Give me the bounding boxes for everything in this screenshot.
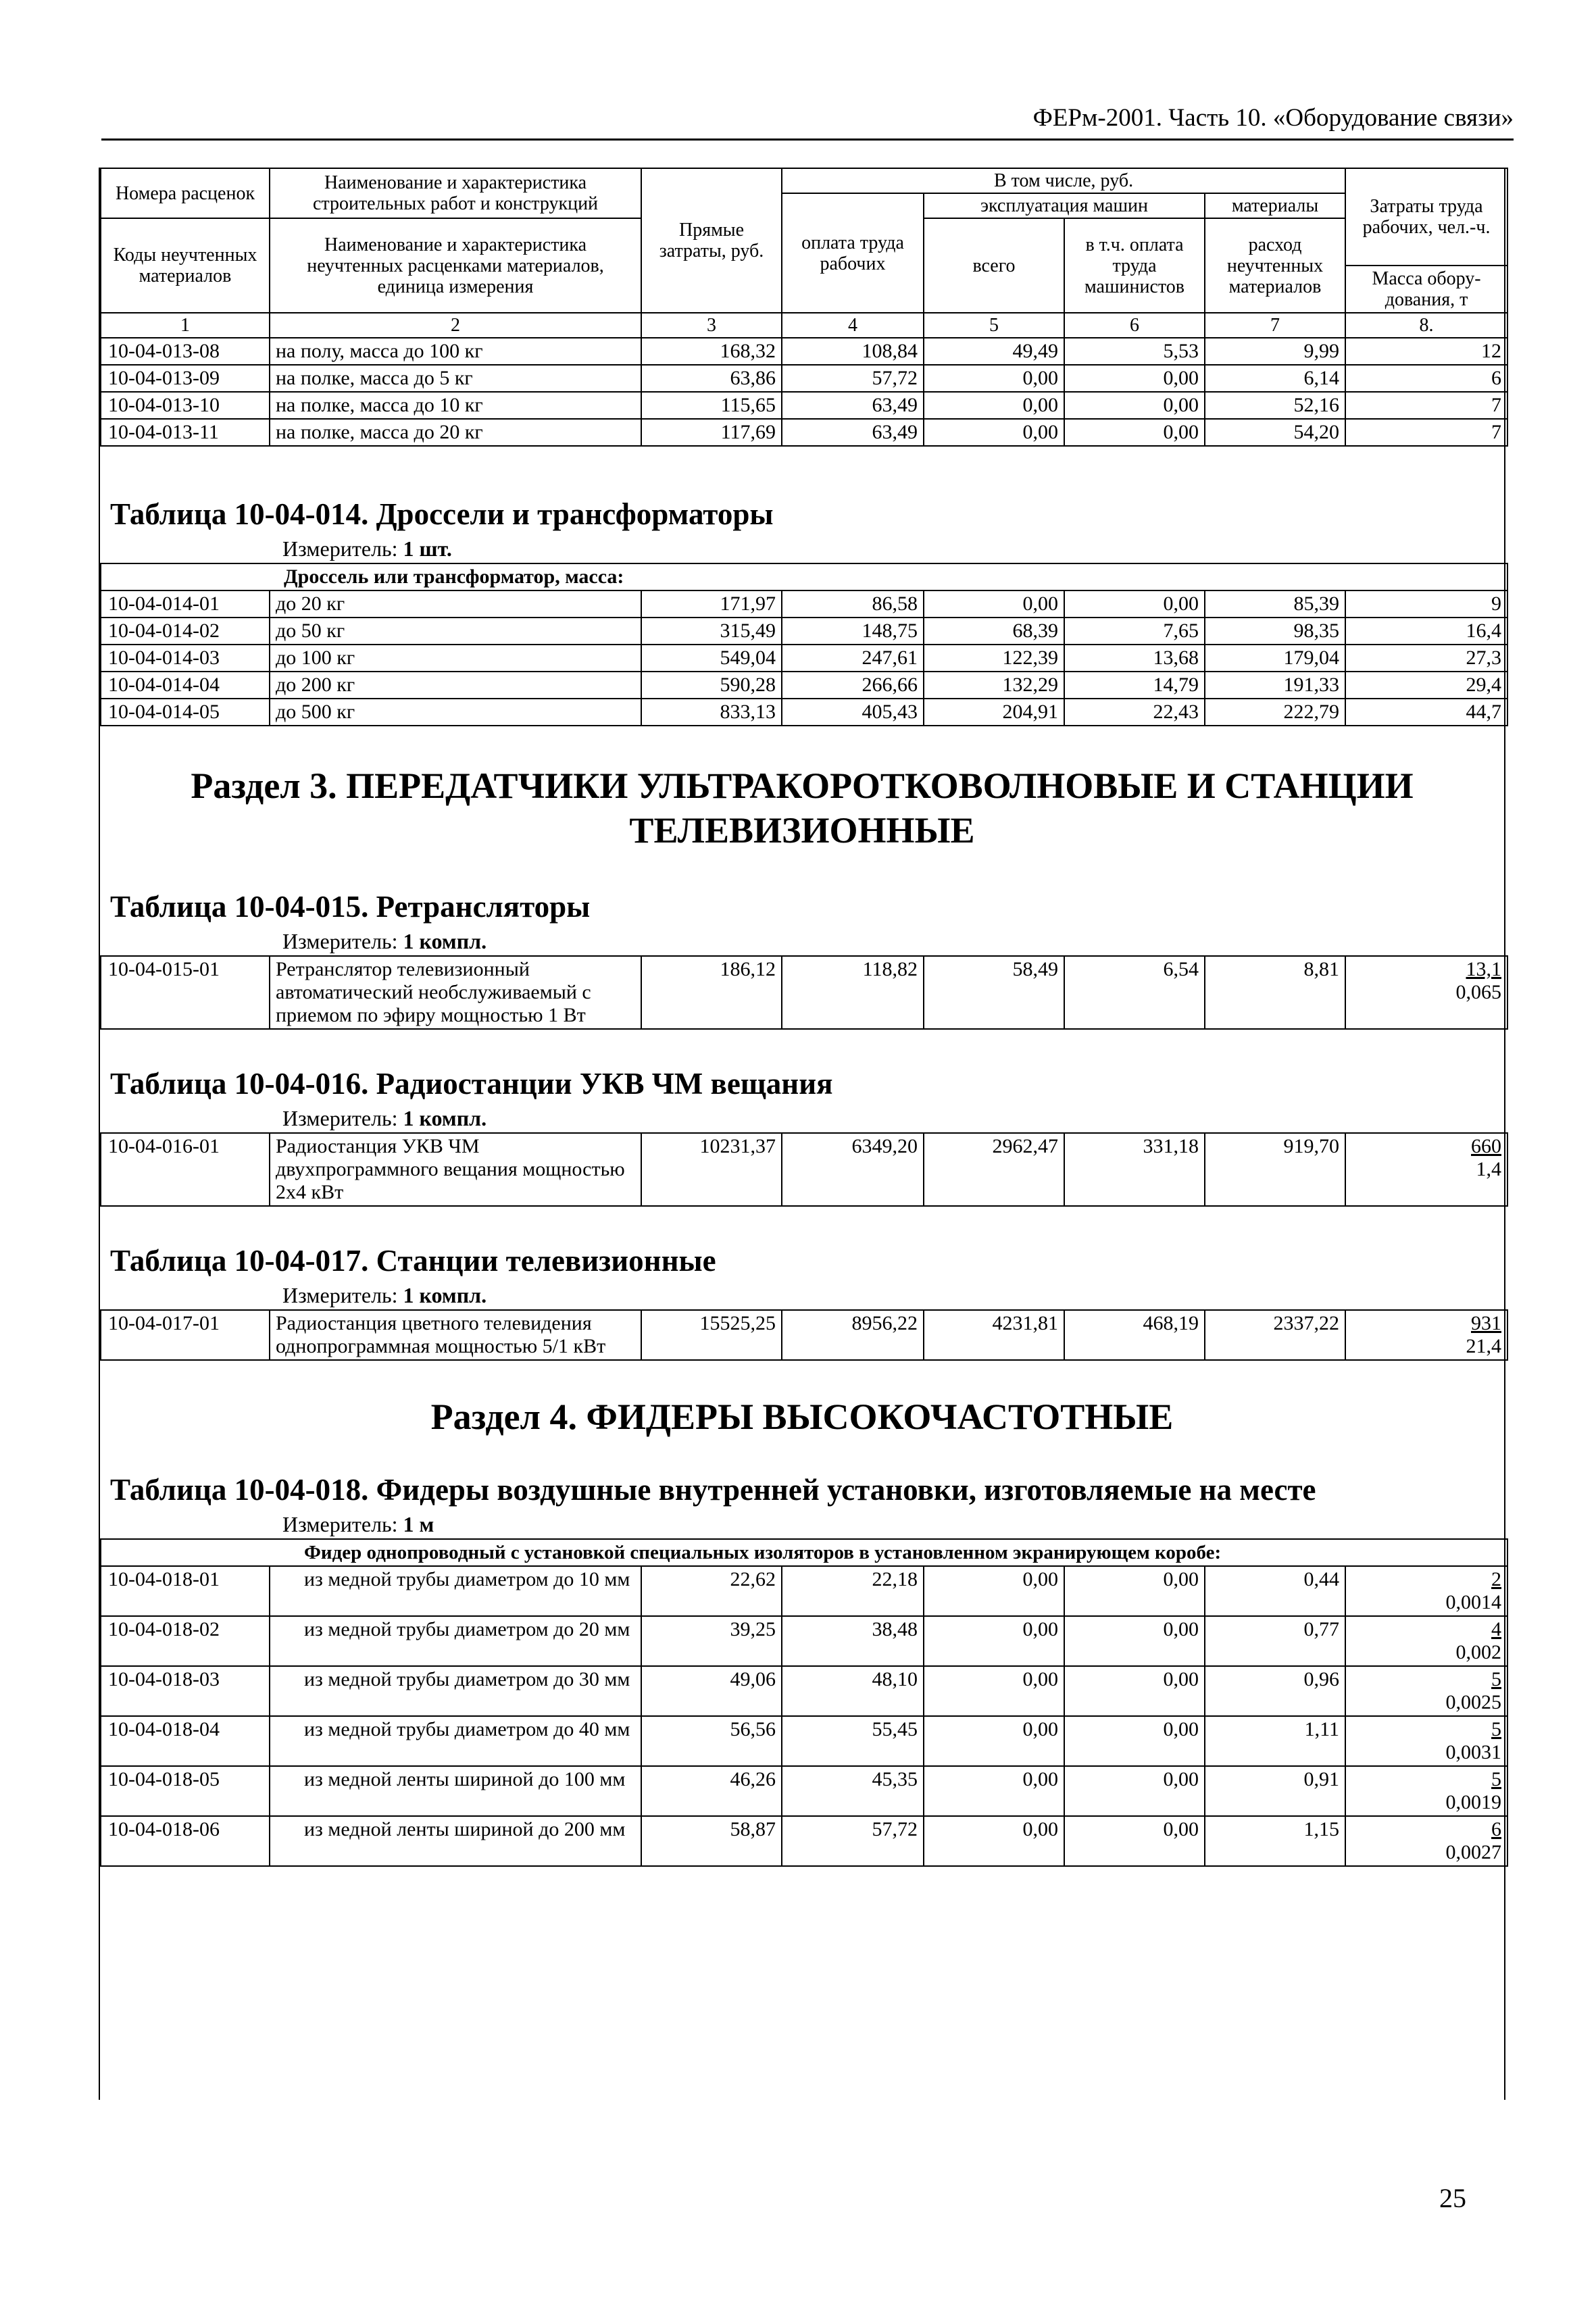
labor-hours: 5: [1491, 1718, 1502, 1740]
row-code: 10-04-018-06: [101, 1816, 270, 1866]
cell-c6: 0,00: [1064, 1816, 1205, 1866]
hdr-col3: Прямые затраты, руб.: [641, 168, 782, 313]
cell-c3: 22,62: [641, 1566, 782, 1616]
cell-c7: 919,70: [1205, 1133, 1345, 1206]
row-name: до 200 кг: [270, 672, 641, 699]
cell-c8: [1345, 1766, 1507, 1816]
row-name: из медной трубы диаметром до 20 мм: [270, 1616, 641, 1666]
cell-c7: 1,11: [1205, 1716, 1345, 1766]
hdr-num: 1: [101, 313, 270, 338]
table-row: [101, 365, 1507, 392]
table-row: [101, 618, 1507, 645]
cell-c6: 6,54: [1064, 956, 1205, 1029]
cell-c8: [1345, 1310, 1507, 1360]
cell-c3: 117,69: [641, 419, 782, 446]
hdr-col1-bottom: Коды неучтенных материалов: [101, 218, 270, 313]
row-name: до 50 кг: [270, 618, 641, 645]
hdr-col7: расход неучтенных материалов: [1205, 218, 1345, 313]
cell-c4: 63,49: [782, 392, 924, 419]
cell-c5: 2962,47: [924, 1133, 1064, 1206]
row-name: до 500 кг: [270, 699, 641, 726]
cell-c6: 5,53: [1064, 338, 1205, 365]
table-018: [100, 1538, 1508, 1867]
row-code: 10-04-013-10: [101, 392, 270, 419]
cell-c7: 0,91: [1205, 1766, 1345, 1816]
cell-c7: 0,96: [1205, 1666, 1345, 1716]
cell-c4: 8956,22: [782, 1310, 924, 1360]
cell-c6: 0,00: [1064, 1616, 1205, 1666]
cell-c7: 52,16: [1205, 392, 1345, 419]
row-code: 10-04-015-01: [101, 956, 270, 1029]
row-name: на полке, масса до 5 кг: [270, 365, 641, 392]
cell-c5: 0,00: [924, 392, 1064, 419]
row-code: 10-04-013-11: [101, 419, 270, 446]
cell-c5: 0,00: [924, 1716, 1064, 1766]
cell-c7: 8,81: [1205, 956, 1345, 1029]
cell-c5: 0,00: [924, 365, 1064, 392]
table-row: [101, 1766, 1507, 1816]
table-subhead: Фидер однопроводный с установкой специальных изоляторов в установленном экранирующем коробе:: [101, 1539, 1507, 1566]
table-title-018: Таблица 10-04-018. Фидеры воздушные внутренней установки, изготовляемые на месте: [110, 1473, 1316, 1507]
hdr-num: 4: [782, 313, 924, 338]
cell-c8: 9: [1345, 590, 1507, 618]
labor-hours: 5: [1491, 1768, 1502, 1790]
labor-hours: 13,1: [1466, 958, 1501, 980]
hdr-col6: в т.ч. оплата труда машинистов: [1064, 218, 1205, 313]
cell-c8: 6: [1345, 365, 1507, 392]
cell-c6: 0,00: [1064, 419, 1205, 446]
row-code: 10-04-014-05: [101, 699, 270, 726]
equipment-mass: 0,0027: [1445, 1841, 1502, 1863]
cell-c8: [1345, 956, 1507, 1029]
running-head: ФЕРм-2001. Часть 10. «Оборудование связи»: [101, 101, 1514, 141]
cell-c4: 57,72: [782, 365, 924, 392]
equipment-mass: 0,0014: [1445, 1591, 1502, 1613]
row-name: на полке, масса до 10 кг: [270, 392, 641, 419]
cell-c7: 54,20: [1205, 419, 1345, 446]
table-row: [101, 956, 1507, 1029]
table-row: [101, 699, 1507, 726]
cell-c8: 29,4: [1345, 672, 1507, 699]
unit-015: Измеритель: 1 компл.: [282, 929, 487, 953]
row-code: 10-04-018-04: [101, 1716, 270, 1766]
cell-c4: 22,18: [782, 1566, 924, 1616]
price-table-top: [100, 168, 1508, 447]
cell-c8: 12: [1345, 338, 1507, 365]
row-code: 10-04-014-03: [101, 645, 270, 672]
cell-c6: 331,18: [1064, 1133, 1205, 1206]
table-017: [100, 1309, 1508, 1361]
cell-c8: [1345, 1716, 1507, 1766]
cell-c5: 122,39: [924, 645, 1064, 672]
cell-c8: 7: [1345, 392, 1507, 419]
table-row: [101, 645, 1507, 672]
table-015: [100, 955, 1508, 1030]
labor-hours: 931: [1471, 1312, 1501, 1334]
page-number: 25: [1439, 2183, 1466, 2213]
cell-c4: 148,75: [782, 618, 924, 645]
cell-c4: 48,10: [782, 1666, 924, 1716]
table-row: [101, 1666, 1507, 1716]
hdr-col1-top: Номера расценок: [101, 168, 270, 218]
row-code: 10-04-013-08: [101, 338, 270, 365]
cell-c6: 14,79: [1064, 672, 1205, 699]
row-name: на полу, масса до 100 кг: [270, 338, 641, 365]
hdr-col2-top: Наименование и характеристика строительных работ и конструкций: [270, 168, 641, 218]
cell-c8: 7: [1345, 419, 1507, 446]
row-name: на полке, масса до 20 кг: [270, 419, 641, 446]
table-title-016: Таблица 10-04-016. Радиостанции УКВ ЧМ вещания: [110, 1067, 833, 1101]
equipment-mass: 21,4: [1466, 1335, 1501, 1357]
cell-c4: 266,66: [782, 672, 924, 699]
table-row: [101, 1716, 1507, 1766]
section-3-title: Раздел 3. ПЕРЕДАТЧИКИ УЛЬТРАКОРОТКОВОЛНОВЫЕ И СТАНЦИИ ТЕЛЕВИЗИОННЫЕ: [191, 765, 1414, 851]
unit-017: Измеритель: 1 компл.: [282, 1283, 487, 1307]
cell-c7: 222,79: [1205, 699, 1345, 726]
equipment-mass: 0,0019: [1445, 1791, 1502, 1813]
hdr-machines: эксплуатация машин: [924, 193, 1205, 218]
cell-c3: 15525,25: [641, 1310, 782, 1360]
row-name: из медной трубы диаметром до 30 мм: [270, 1666, 641, 1716]
row-code: 10-04-018-03: [101, 1666, 270, 1716]
hdr-col2-bottom: Наименование и характеристика неучтенных расценками материалов, единица измерения: [270, 218, 641, 313]
cell-c8: 27,3: [1345, 645, 1507, 672]
cell-c5: 0,00: [924, 1566, 1064, 1616]
cell-c8: [1345, 1133, 1507, 1206]
row-code: 10-04-013-09: [101, 365, 270, 392]
table-row: [101, 1616, 1507, 1666]
table-014: [100, 563, 1508, 726]
cell-c6: 13,68: [1064, 645, 1205, 672]
cell-c4: 247,61: [782, 645, 924, 672]
cell-c7: 1,15: [1205, 1816, 1345, 1866]
hdr-group: В том числе, руб.: [782, 168, 1345, 193]
cell-c7: 191,33: [1205, 672, 1345, 699]
cell-c7: 9,99: [1205, 338, 1345, 365]
table-title-015: Таблица 10-04-015. Ретрансляторы: [110, 890, 591, 924]
cell-c3: 115,65: [641, 392, 782, 419]
cell-c6: 0,00: [1064, 392, 1205, 419]
cell-c3: 46,26: [641, 1766, 782, 1816]
cell-c6: 7,65: [1064, 618, 1205, 645]
row-name: из медной ленты шириной до 200 мм: [270, 1816, 641, 1866]
table-row: [101, 590, 1507, 618]
cell-c6: 0,00: [1064, 365, 1205, 392]
cell-c4: 55,45: [782, 1716, 924, 1766]
cell-c6: 0,00: [1064, 1566, 1205, 1616]
hdr-materials: материалы: [1205, 193, 1345, 218]
cell-c5: 0,00: [924, 590, 1064, 618]
row-code: 10-04-016-01: [101, 1133, 270, 1206]
cell-c7: 6,14: [1205, 365, 1345, 392]
cell-c5: 49,49: [924, 338, 1064, 365]
table-row: [101, 1566, 1507, 1616]
cell-c4: 108,84: [782, 338, 924, 365]
cell-c8: [1345, 1616, 1507, 1666]
cell-c5: 0,00: [924, 1766, 1064, 1816]
cell-c6: 22,43: [1064, 699, 1205, 726]
cell-c3: 168,32: [641, 338, 782, 365]
cell-c8: [1345, 1816, 1507, 1866]
cell-c6: 468,19: [1064, 1310, 1205, 1360]
table-subhead: Дроссель или трансформатор, масса:: [101, 563, 1507, 590]
cell-c5: 0,00: [924, 1616, 1064, 1666]
table-row: [101, 338, 1507, 365]
table-title-017: Таблица 10-04-017. Станции телевизионные: [110, 1244, 716, 1278]
table-row: [101, 1133, 1507, 1206]
hdr-num: 5: [924, 313, 1064, 338]
cell-c4: 38,48: [782, 1616, 924, 1666]
row-name: из медной трубы диаметром до 10 мм: [270, 1566, 641, 1616]
cell-c5: 0,00: [924, 419, 1064, 446]
cell-c5: 0,00: [924, 1666, 1064, 1716]
hdr-col5: всего: [924, 218, 1064, 313]
cell-c3: 833,13: [641, 699, 782, 726]
cell-c3: 590,28: [641, 672, 782, 699]
hdr-num: 3: [641, 313, 782, 338]
cell-c7: 179,04: [1205, 645, 1345, 672]
cell-c3: 171,97: [641, 590, 782, 618]
cell-c3: 315,49: [641, 618, 782, 645]
labor-hours: 660: [1471, 1135, 1501, 1157]
unit-018: Измеритель: 1 м: [282, 1512, 434, 1536]
equipment-mass: 0,0025: [1445, 1691, 1502, 1713]
cell-c5: 132,29: [924, 672, 1064, 699]
cell-c7: 98,35: [1205, 618, 1345, 645]
labor-hours: 5: [1491, 1668, 1502, 1690]
cell-c6: 0,00: [1064, 590, 1205, 618]
cell-c4: 6349,20: [782, 1133, 924, 1206]
table-row: [101, 392, 1507, 419]
row-name: до 100 кг: [270, 645, 641, 672]
row-name: из медной трубы диаметром до 40 мм: [270, 1716, 641, 1766]
row-code: 10-04-018-02: [101, 1616, 270, 1666]
table-row: [101, 419, 1507, 446]
cell-c6: 0,00: [1064, 1666, 1205, 1716]
cell-c6: 0,00: [1064, 1716, 1205, 1766]
hdr-num: 2: [270, 313, 641, 338]
hdr-col8-bottom: Масса обору-дования, т: [1345, 266, 1507, 313]
cell-c5: 0,00: [924, 1816, 1064, 1866]
row-code: 10-04-017-01: [101, 1310, 270, 1360]
cell-c4: 57,72: [782, 1816, 924, 1866]
cell-c5: 204,91: [924, 699, 1064, 726]
hdr-num: 6: [1064, 313, 1205, 338]
table-row: [101, 1310, 1507, 1360]
cell-c4: 118,82: [782, 956, 924, 1029]
page-frame: [99, 168, 1505, 2100]
unit-016: Измеритель: 1 компл.: [282, 1106, 487, 1130]
cell-c4: 405,43: [782, 699, 924, 726]
cell-c8: [1345, 1566, 1507, 1616]
equipment-mass: 0,065: [1455, 981, 1501, 1003]
hdr-col4: оплата труда рабочих: [782, 193, 924, 313]
row-code: 10-04-014-04: [101, 672, 270, 699]
cell-c3: 63,86: [641, 365, 782, 392]
cell-c3: 56,56: [641, 1716, 782, 1766]
cell-c3: 10231,37: [641, 1133, 782, 1206]
cell-c4: 86,58: [782, 590, 924, 618]
equipment-mass: 0,0031: [1445, 1741, 1502, 1763]
row-code: 10-04-014-02: [101, 618, 270, 645]
row-name: Ретранслятор телевизионный автоматический необслуживаемый с приемом по эфиру мощностью 1 Вт: [270, 956, 641, 1029]
cell-c5: 4231,81: [924, 1310, 1064, 1360]
table-title-014: Таблица 10-04-014. Дроссели и трансформаторы: [110, 497, 774, 531]
cell-c4: 45,35: [782, 1766, 924, 1816]
cell-c5: 58,49: [924, 956, 1064, 1029]
row-code: 10-04-014-01: [101, 590, 270, 618]
row-name: Радиостанция цветного телевидения однопрограммная мощностью 5/1 кВт: [270, 1310, 641, 1360]
table-row: [101, 1816, 1507, 1866]
cell-c7: 0,77: [1205, 1616, 1345, 1666]
cell-c8: 16,4: [1345, 618, 1507, 645]
labor-hours: 4: [1491, 1618, 1502, 1640]
cell-c8: 44,7: [1345, 699, 1507, 726]
cell-c4: 63,49: [782, 419, 924, 446]
row-name: Радиостанция УКВ ЧМ двухпрограммного вещания мощностью 2х4 кВт: [270, 1133, 641, 1206]
hdr-num: 8.: [1345, 313, 1507, 338]
labor-hours: 6: [1491, 1818, 1502, 1840]
row-name: до 20 кг: [270, 590, 641, 618]
cell-c6: 0,00: [1064, 1766, 1205, 1816]
table-row: [101, 672, 1507, 699]
cell-c3: 186,12: [641, 956, 782, 1029]
section-4-title: Раздел 4. ФИДЕРЫ ВЫСОКОЧАСТОТНЫЕ: [430, 1397, 1174, 1437]
row-code: 10-04-018-01: [101, 1566, 270, 1616]
cell-c7: 0,44: [1205, 1566, 1345, 1616]
row-name: из медной ленты шириной до 100 мм: [270, 1766, 641, 1816]
unit-014: Измеритель: 1 шт.: [282, 536, 452, 561]
equipment-mass: 1,4: [1476, 1158, 1501, 1180]
labor-hours: 2: [1491, 1568, 1502, 1590]
cell-c7: 85,39: [1205, 590, 1345, 618]
cell-c3: 49,06: [641, 1666, 782, 1716]
cell-c8: [1345, 1666, 1507, 1716]
equipment-mass: 0,002: [1455, 1641, 1502, 1663]
cell-c3: 39,25: [641, 1616, 782, 1666]
row-code: 10-04-018-05: [101, 1766, 270, 1816]
hdr-col8-top: Затраты труда рабочих, чел.-ч.: [1345, 168, 1507, 266]
table-016: [100, 1132, 1508, 1207]
cell-c7: 2337,22: [1205, 1310, 1345, 1360]
cell-c3: 58,87: [641, 1816, 782, 1866]
cell-c3: 549,04: [641, 645, 782, 672]
cell-c5: 68,39: [924, 618, 1064, 645]
hdr-num: 7: [1205, 313, 1345, 338]
